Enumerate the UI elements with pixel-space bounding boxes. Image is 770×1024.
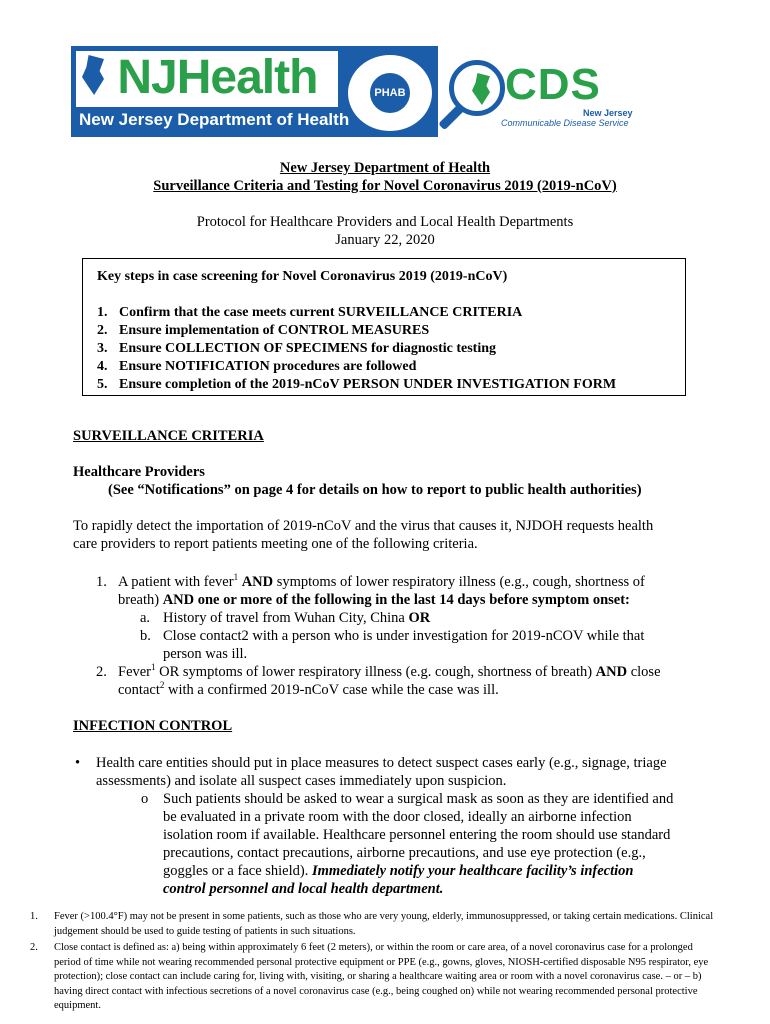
criterion-b-line-2: person was ill. [163, 646, 248, 662]
nj-state-icon [82, 55, 104, 95]
list-item: 5. Ensure completion of the 2019-nCoV PERSON UNDER INVESTIGATION FORM [97, 377, 617, 392]
sub-line-5: goggles or a face shield). Immediately notify your healthcare facility’s infection [163, 863, 634, 879]
surveillance-heading: SURVEILLANCE CRITERIA [73, 428, 264, 444]
healthcare-providers-heading: Healthcare Providers [73, 464, 205, 480]
criterion-a-label: a. [140, 610, 151, 626]
nj-dept-name: New Jersey Department of Health [79, 110, 350, 129]
doc-title: New Jersey Department of Health [279, 160, 491, 176]
criterion-2-line-2: contact$^2$ with a confirmed 2019-nCoV case while the case was ill. [118, 680, 499, 698]
circle-bullet-icon: o [141, 791, 149, 807]
nj-health-wordmark: NJHealth [81, 52, 317, 104]
sub-line-1: Such patients should be asked to wear a surgical mask as soon as they are identified and [163, 791, 674, 807]
criterion-1-number: 1. [96, 574, 107, 590]
key-steps-list [97, 304, 616, 394]
bullet-1-line-2: assessments) and isolate all suspect cases immediately upon suspicion. [96, 773, 507, 789]
sub-line-3: isolation room if available. Healthcare personnel entering the room should use standard [163, 827, 671, 843]
sub-line-2: be evaluated in a private room with the door closed, ideally an airborne infection [163, 809, 632, 825]
key-steps-box [82, 258, 686, 396]
criterion-b-label: b. [140, 628, 151, 644]
list-item: 2. Ensure implementation of CONTROL MEASURES [97, 323, 430, 338]
bullet-1-line-1: Health care entities should put in place measures to detect suspect cases early (e.g., signage, triage [96, 755, 667, 771]
list-item: 3. Ensure COLLECTION OF SPECIMENS for diagnostic testing [97, 341, 497, 356]
cds-logo: CDS New Jersey Communicable Disease Service [443, 54, 671, 142]
criterion-b-line-1: Close contact2 with a person who is under investigation for 2019-nCOV while that [163, 628, 645, 644]
criterion-1-line-1: A patient with fever$^1$ AND symptoms of lower respiratory illness (e.g., cough, shortness of [118, 572, 645, 590]
criterion-1-line-2: breath) AND one or more of the following in the last 14 days before symptom onset: [118, 592, 630, 608]
criterion-2-line-1: Fever$^1$ OR symptoms of lower respiratory illness (e.g. cough, shortness of breath) AND close [118, 662, 661, 680]
notifications-note: (See “Notifications” on page 4 for details on how to report to public health authorities) [108, 482, 642, 498]
criterion-a-text: History of travel from Wuhan City, China OR [163, 610, 431, 626]
magnifier-icon [449, 60, 505, 116]
sub-line-4: precautions, contact precautions, airborne precautions, and use eye protection (e.g., [163, 845, 646, 861]
list-item: 1. Confirm that the case meets current SURVEILLANCE CRITERIA [97, 305, 523, 320]
doc-date: January 22, 2020 [335, 232, 435, 248]
header-logos [71, 46, 671, 142]
bullet-icon: • [75, 755, 81, 771]
key-steps-title: Key steps in case screening for Novel Coronavirus 2019 (2019-nCoV) [97, 269, 508, 284]
intro-line-1: To rapidly detect the importation of 2019-nCoV and the virus that causes it, NJDOH requests health [73, 518, 654, 534]
phab-seal-icon: PHAB [345, 52, 435, 134]
doc-subtitle: Surveillance Criteria and Testing for Novel Coronavirus 2019 (2019-nCoV) [153, 178, 617, 194]
infection-control-heading: INFECTION CONTROL [73, 718, 233, 734]
intro-line-2: care providers to report patients meeting one of the following criteria. [73, 536, 478, 552]
list-item: 4. Ensure NOTIFICATION procedures are followed [97, 359, 417, 374]
cds-wordmark: CDS [505, 60, 601, 109]
sub-line-6: control personnel and local health department. [163, 881, 444, 897]
protocol-line: Protocol for Healthcare Providers and Local Health Departments [196, 214, 574, 230]
criterion-2-number: 2. [96, 664, 107, 680]
nj-health-logo [71, 46, 438, 137]
